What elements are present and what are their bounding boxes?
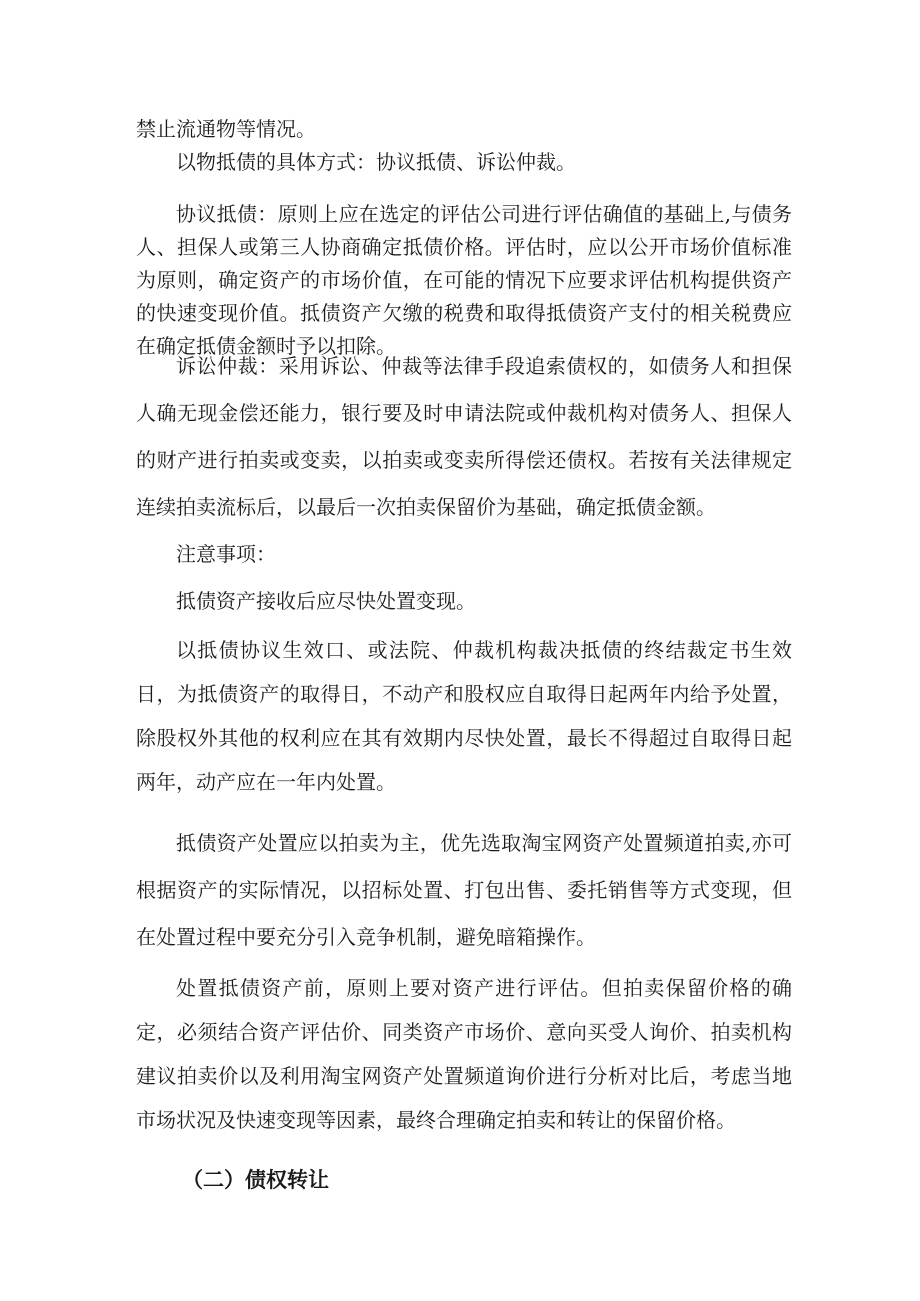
section-heading: （二）债权转让 <box>182 1168 329 1192</box>
paragraph-auction-disposal: 抵债资产处置应以拍卖为主，优先选取淘宝网资产处置频道拍卖,亦可根据资产的实际情况，以招标处置、打包出售、委托销售等方式变现，但在处置过程中要充分引入竞争机制，避免暗箱操作。 <box>136 831 792 949</box>
paragraph-notes-title: 注意事项： <box>176 542 276 566</box>
paragraph-methods: 以物抵债的具体方式：协议抵债、诉讼仲裁。 <box>176 150 576 174</box>
paragraph-acquisition-date: 以抵债协议生效口、或法院、仲裁机构裁决抵债的终结裁定书生效日，为抵债资产的取得日，不动产和股权应自取得日起两年内给予处置，除股权外其他的权利应在其有效期内尽快处置，最长不得超过自取得日起两年，动产应在一年内处置。 <box>136 638 792 794</box>
paragraph-continuation: 禁止流通物等情况。 <box>136 117 316 141</box>
paragraph-agreement-offset: 协议抵债：原则上应在选定的评估公司进行评估确值的基础上,与债务人、担保人或第三人协商确定抵债价格。评估时，应以公开市场价值标准为原则，确定资产的市场价值，在可能的情况下应要求评估机构提供资产的快速变现价值。抵债资产欠缴的税费和取得抵债资产支付的相关税费应在确定抵债金额时予以扣除。 <box>136 202 792 358</box>
paragraph-litigation-arbitration: 诉讼仲裁：采用诉讼、仲裁等法律手段追索债权的，如债务人和担保人确无现金偿还能力，银行要及时申请法院或仲裁机构对债务人、担保人的财产进行拍卖或变卖，以拍卖或变卖所得偿还债权。若按有关法律规定连续拍卖流标后，以最后一次拍卖保留价为基础，确定抵债金额。 <box>136 354 792 519</box>
paragraph-valuation: 处置抵债资产前，原则上要对资产进行评估。但拍卖保留价格的确定，必须结合资产评估价、同类资产市场价、意向买受人询价、拍卖机构建议拍卖价以及利用淘宝网资产处置频道询价进行分析对比后，考虑当地市场状况及快速变现等因素，最终合理确定拍卖和转让的保留价格。 <box>136 976 792 1132</box>
paragraph-dispose-quickly: 抵债资产接收后应尽快处置变现。 <box>176 589 476 613</box>
